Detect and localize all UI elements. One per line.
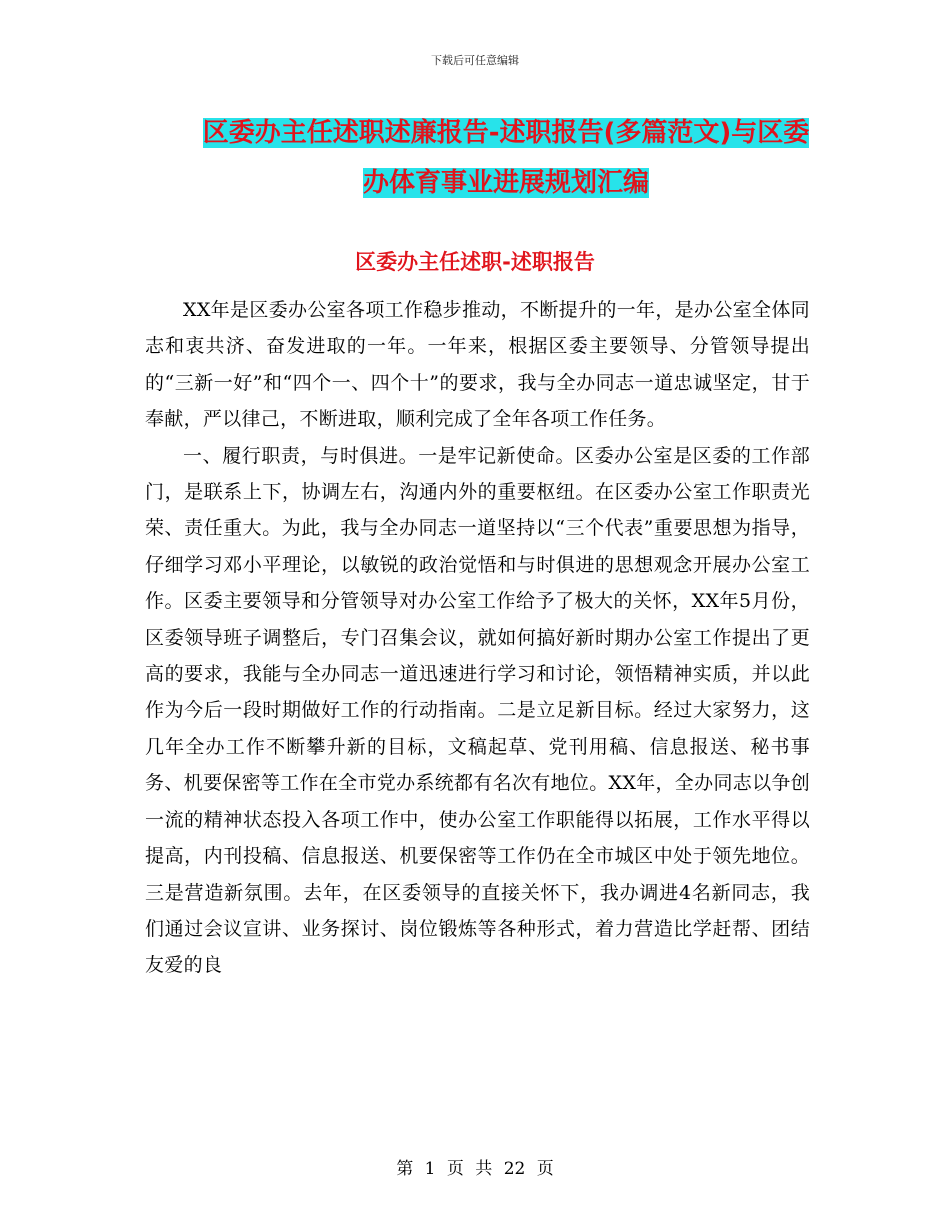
page-number-footer: 第 1 页 共 22 页 xyxy=(396,1159,554,1179)
document-title xyxy=(186,108,826,208)
paragraph-2: 一、履行职责，与时俱进。一是牢记新使命。区委办公室是区委的工作部门，是联系上下，协调左右，沟通内外的重要枢纽。在区委办公室工作职责光荣、责任重大。为此，我与全办同志一道坚持以“三个代表”重要思想为指导，仔细学习邓小平理论，以敏锐的政治觉悟和与时俱进的思想观念开展办公室工作。区委主要领导和分管领导对办公室工作给予了极大的关怀，XX年5月份，区委领导班子调整后，专门召集会议，就如何搞好新时期办公室工作提出了更高的要求，我能与全办同志一道迅速进行学习和讨论，领悟精神实质，并以此作为今后一段时期做好工作的行动指南。二是立足新目标。经过大家努力，这几年全办工作不断攀升新的目标，文稿起草、党刊用稿、信息报送、秘书事务、机要保密等工作在全市党办系统都有名次有地位。XX年，全办同志以争创一流的精神状态投入各项工作中，使办公室工作职能得以拓展，工作水平得以提高，内刊投稿、信息报送、机要保密等工作仍在全市城区中处于领先地位。三是营造新氛围。去年，在区委领导的直接关怀下，我办调进4名新同志，我们通过会议宣讲、业务探讨、岗位锻炼等各种形式，着力营造比学赶帮、团结友爱的良 xyxy=(145,444,810,977)
document-title-line-1: 区委办主任述职述廉报告-述职报告(多篇范文)与区委 xyxy=(202,118,810,148)
paragraph-1: XX年是区委办公室各项工作稳步推动，不断提升的一年，是办公室全体同志和衷共济、奋发进取的一年。一年来，根据区委主要领导、分管领导提出的“三新一好”和“四个一、四个十”的要求，我与全办同志一道忠诚坚定，甘于奉献，严以律己，不断进取，顺利完成了全年各项工作任务。 xyxy=(145,299,810,431)
body-text xyxy=(145,292,810,984)
section-heading: 区委办主任述职-述职报告 xyxy=(355,250,595,274)
document-title-line-2: 办体育事业进展规划汇编 xyxy=(362,168,649,198)
page-header-note: 下载后可任意编辑 xyxy=(431,54,519,67)
